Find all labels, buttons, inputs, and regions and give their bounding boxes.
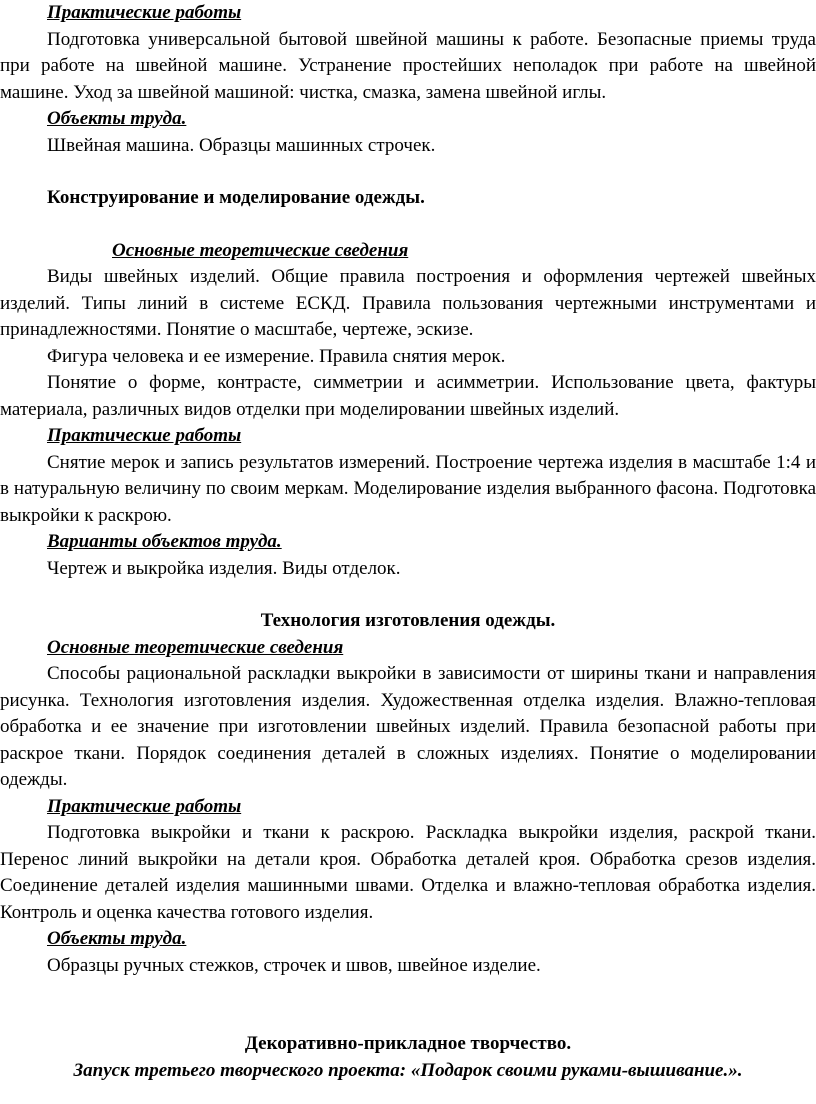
theory-paragraph-2: Фигура человека и ее измерение. Правила снятия мерок. [47, 345, 506, 367]
section-title-decorative: Декоративно-прикладное творчество. [244, 1033, 572, 1054]
theory-heading: Основные теоретические сведения [47, 636, 344, 658]
work-objects-heading: Объекты труда. [47, 928, 187, 949]
practical-works-heading: Практические работы [47, 795, 242, 817]
practical-works-text: Подготовка выкройки и ткани к раскрою. Раскладка выкройки изделия, раскрой ткани. Перенос линий выкройки на детали кроя. Обработка деталей кроя. Обработка срезов изделия. Соединение деталей изделия машинными швами. Отделка и влажно-тепловая обработка изделия. Контроль и оценка качества готового изделия. [0, 822, 816, 923]
practical-works-heading: Практические работы [47, 425, 242, 446]
sewing-machine-text: Подготовка универсальной бытовой швейной машины к работе. Безопасные приемы труда при работе на швейной машине. Устранение простейших неполадок при работе на швейной машине. Уход за швейной машиной: чистка, смазка, замена швейной иглы. [0, 28, 816, 103]
theory-paragraph-3: Понятие о форме, контрасте, симметрии и асимметрии. Использование цвета, фактуры материала, различных видов отделки при моделировании швейных изделий. [0, 372, 816, 420]
creative-project-subtitle: Запуск третьего творческого проекта: «Подарок своими руками-вышивание.». [73, 1059, 743, 1081]
section-title-construction: Конструирование и моделирование одежды. [47, 187, 425, 208]
theory-paragraph-1: Виды швейных изделий. Общие правила построения и оформления чертежей швейных изделий. Типы линий в системе ЕСКД. Правила пользования чертежными инструментами и принадлежностями. Понятие о масштабе, чертеже, эскизе. [0, 266, 816, 340]
work-objects-heading: Варианты объектов труда. [47, 531, 282, 552]
work-objects-text: Чертеж и выкройка изделия. Виды отделок. [47, 557, 401, 579]
work-objects-text: Образцы ручных стежков, строчек и швов, швейное изделие. [47, 954, 541, 976]
practical-works-heading: Практические работы [47, 2, 242, 23]
work-objects-text: Швейная машина. Образцы машинных строчек. [47, 134, 436, 156]
section-title-technology: Технология изготовления одежды. [260, 610, 556, 631]
practical-works-text: Снятие мерок и запись результатов измерений. Построение чертежа изделия в масштабе 1:4 и в натуральную величину по своим меркам. Моделирование изделия выбранного фасона. Подготовка выкройки к раскрою. [0, 451, 816, 526]
work-objects-heading: Объекты труда. [47, 108, 187, 129]
theory-paragraph: Способы рациональной раскладки выкройки в зависимости от ширины ткани и направления рисунка. Технология изготовления изделия. Художественная отделка изделия. Влажно-тепловая обработка и ее значение при изготовлении швейных изделий. Правила безопасной работы при раскрое ткани. Порядок соединения деталей в сложных изделиях. Понятие о моделировании одежды. [0, 663, 816, 790]
theory-heading: Основные теоретические сведения [112, 239, 409, 261]
